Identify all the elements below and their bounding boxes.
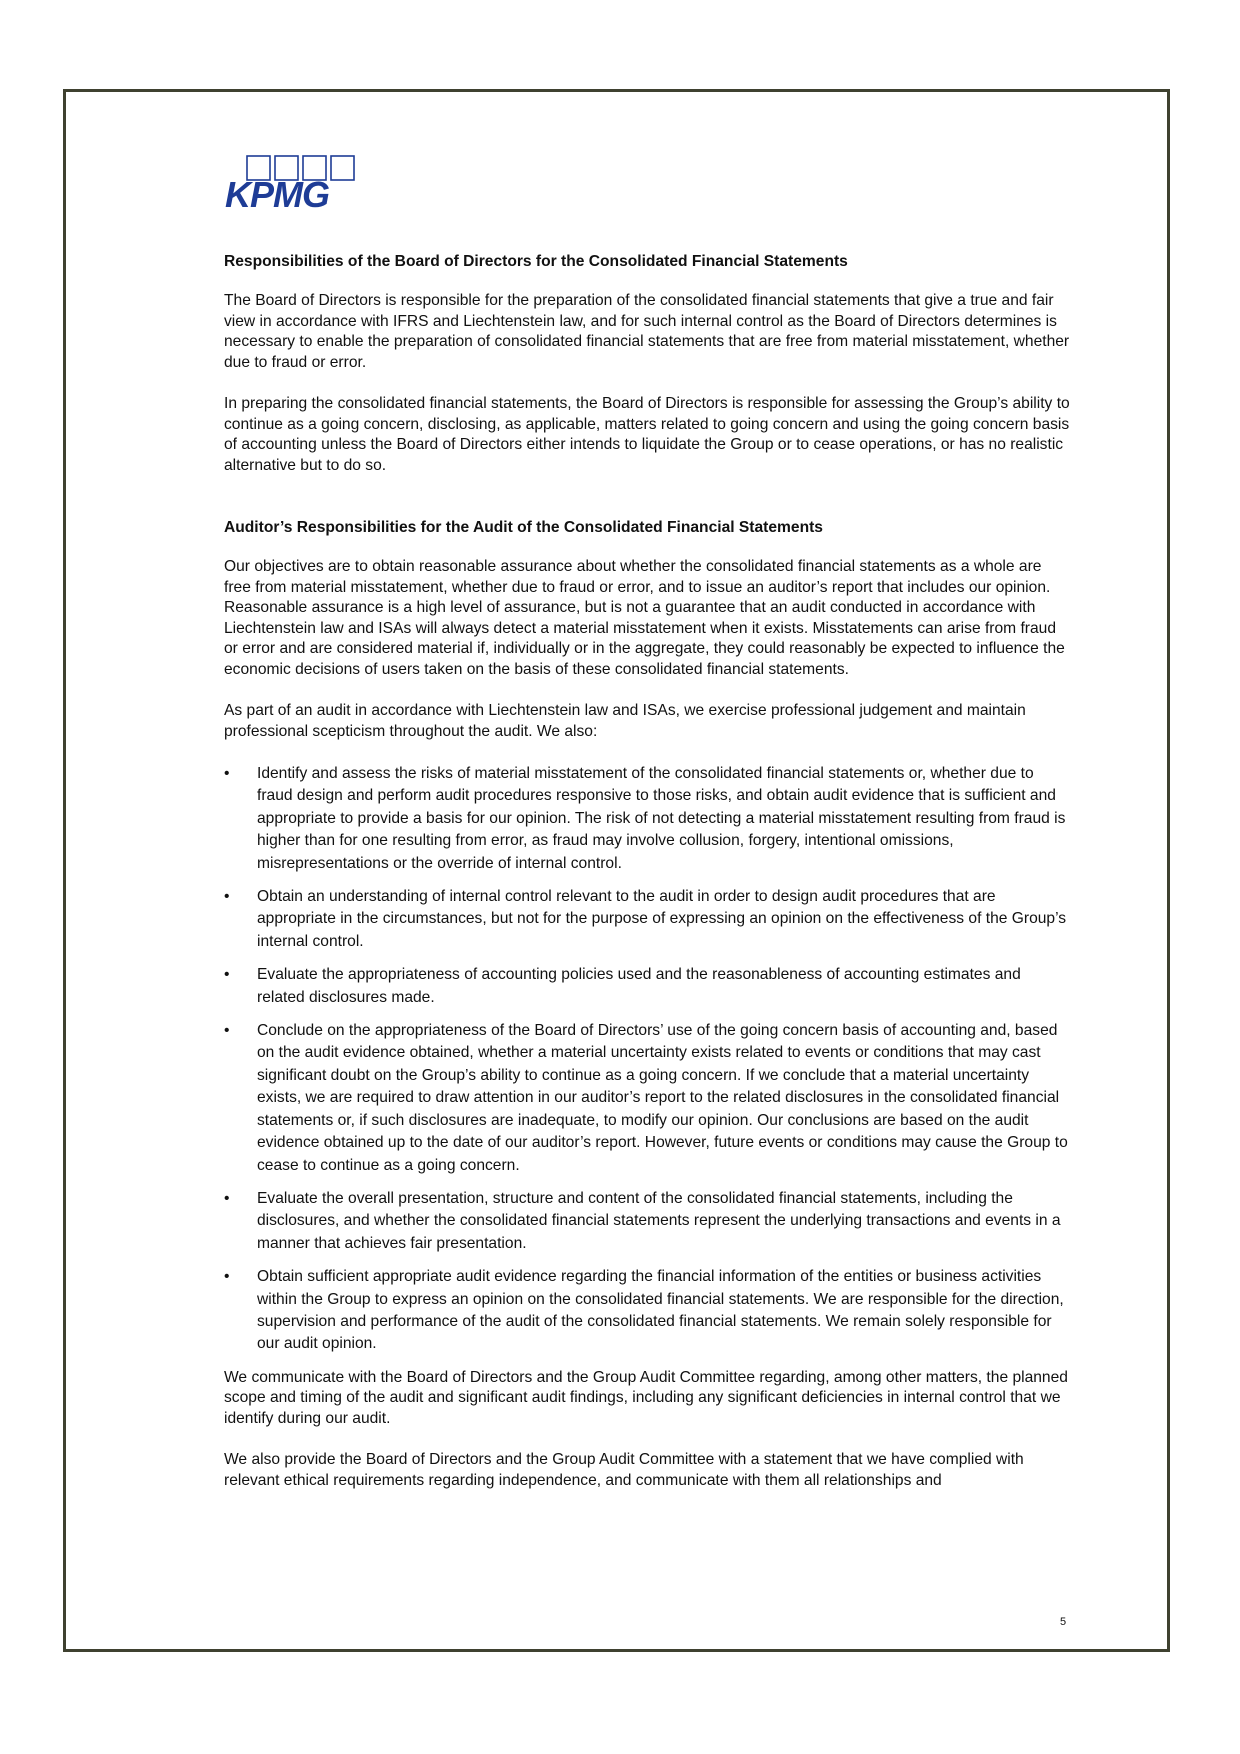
page-number: 5 (1060, 1616, 1067, 1628)
list-item-text: Conclude on the appropriateness of the Board of Directors’ use of the going concern basis of accounting and, based on the audit evidence obtained, whether a material uncertainty exists related to events or conditions that may cast significant doubt on the Group’s ability to continue as a going concern. If we conclude that a material uncertainty exists, we are required to draw attention in our auditor’s report to the related disclosures in the consolidated financial statements or, if such disclosures are inadequate, to modify our opinion. Our conclusions are based on the audit evidence obtained up to the date of our auditor’s report. However, future events or conditions may cause the Group to cease to continue as a going concern. (257, 1022, 1068, 1174)
list-item (224, 1188, 1072, 1255)
document-body (224, 252, 1072, 1512)
list-item-text: Evaluate the overall presentation, structure and content of the consolidated financial statements, including the disclosures, and whether the consolidated financial statements represent the underlying transactions and events in a manner that achieves fair presentation. (257, 1189, 1061, 1252)
bullet-icon: • (224, 1268, 230, 1286)
auditor-section-heading: Auditor’s Responsibilities for the Audit of the Consolidated Financial Statements (224, 519, 823, 536)
list-item-text: Identify and assess the risks of material misstatement of the consolidated financial statements or, whether due to fraud design and perform audit procedures responsive to those risks, and obtain audit evidence that is sufficient and appropriate to provide a basis for our opinion. The risk of not detecting a material misstatement resulting from fraud is higher than for one resulting from error, as fraud may involve collusion, forgery, intentional omissions, misrepresentations or the override of internal control. (257, 765, 1066, 872)
list-item (224, 1266, 1072, 1356)
list-item (224, 886, 1072, 953)
list-item (224, 763, 1072, 875)
list-item-text: Obtain an understanding of internal control relevant to the audit in order to design audit procedures that are appropriate in the circumstances, but not for the purpose of expressing an opinion on the effectiveness of the Group’s internal control. (257, 888, 1067, 950)
bullet-icon: • (224, 765, 230, 782)
board-paragraph-2: In preparing the consolidated financial statements, the Board of Directors is responsible for assessing the Group’s ability to continue as a going concern, disclosing, as applicable, matters related to going concern and using the going concern basis of accounting unless the Board of Directors either intends to liquidate the Group or to cease operations, or has no realistic alternative but to do so. (224, 395, 1070, 474)
auditor-closing-paragraph-2: We also provide the Board of Directors and the Group Audit Committee with a statement that we have complied with relevant ethical requirements regarding independence, and communicate with them all relationships and (224, 1451, 1024, 1489)
list-item-text: Evaluate the appropriateness of accounting policies used and the reasonableness of accounting estimates and related disclosures made. (257, 966, 1021, 1006)
list-item (224, 1020, 1072, 1177)
list-item-text: Obtain sufficient appropriate audit evidence regarding the financial information of the entities or business activities within the Group to express an opinion on the consolidated financial statements. We are responsible for the direction, supervision and performance of the audit of the consolidated financial statements. We remain solely responsible for our audit opinion. (257, 1268, 1064, 1353)
auditor-closing-paragraph-1: We communicate with the Board of Directors and the Group Audit Committee regarding, among other matters, the planned scope and timing of the audit and significant audit findings, including any significant deficiencies in internal control that we identify during our audit. (224, 1368, 1068, 1427)
bullet-icon: • (224, 1022, 230, 1040)
kpmg-logo (225, 155, 357, 213)
list-item (224, 964, 1072, 1009)
bullet-icon: • (224, 1189, 230, 1207)
auditor-paragraph-2: As part of an audit in accordance with Liechtenstein law and ISAs, we exercise professional judgement and maintain professional scepticism throughout the audit. We also: (224, 702, 1026, 740)
board-section-heading: Responsibilities of the Board of Directors for the Consolidated Financial Statements (224, 253, 848, 270)
auditor-paragraph-1: Our objectives are to obtain reasonable assurance about whether the consolidated financial statements as a whole are free from material misstatement, whether due to fraud or error, and to issue an auditor’s report that includes our opinion. Reasonable assurance is a high level of assurance, but is not a guarantee that an audit conducted in accordance with Liechtenstein law and ISAs will always detect a material misstatement when it exists. Misstatements can arise from fraud or error and are considered material if, individually or in the aggregate, they could reasonably be expected to influence the economic decisions of users taken on the basis of these consolidated financial statements. (224, 558, 1065, 678)
auditor-responsibilities-list (224, 763, 1072, 1356)
board-paragraph-1: The Board of Directors is responsible for the preparation of the consolidated financial statements that give a true and fair view in accordance with IFRS and Liechtenstein law, and for such internal control as the Board of Directors determines is necessary to enable the preparation of consolidated financial statements that are free from material misstatement, whether due to fraud or error. (224, 292, 1070, 371)
svg-text:KPMG: KPMG (225, 174, 329, 213)
bullet-icon: • (224, 888, 230, 906)
bullet-icon: • (224, 966, 230, 984)
